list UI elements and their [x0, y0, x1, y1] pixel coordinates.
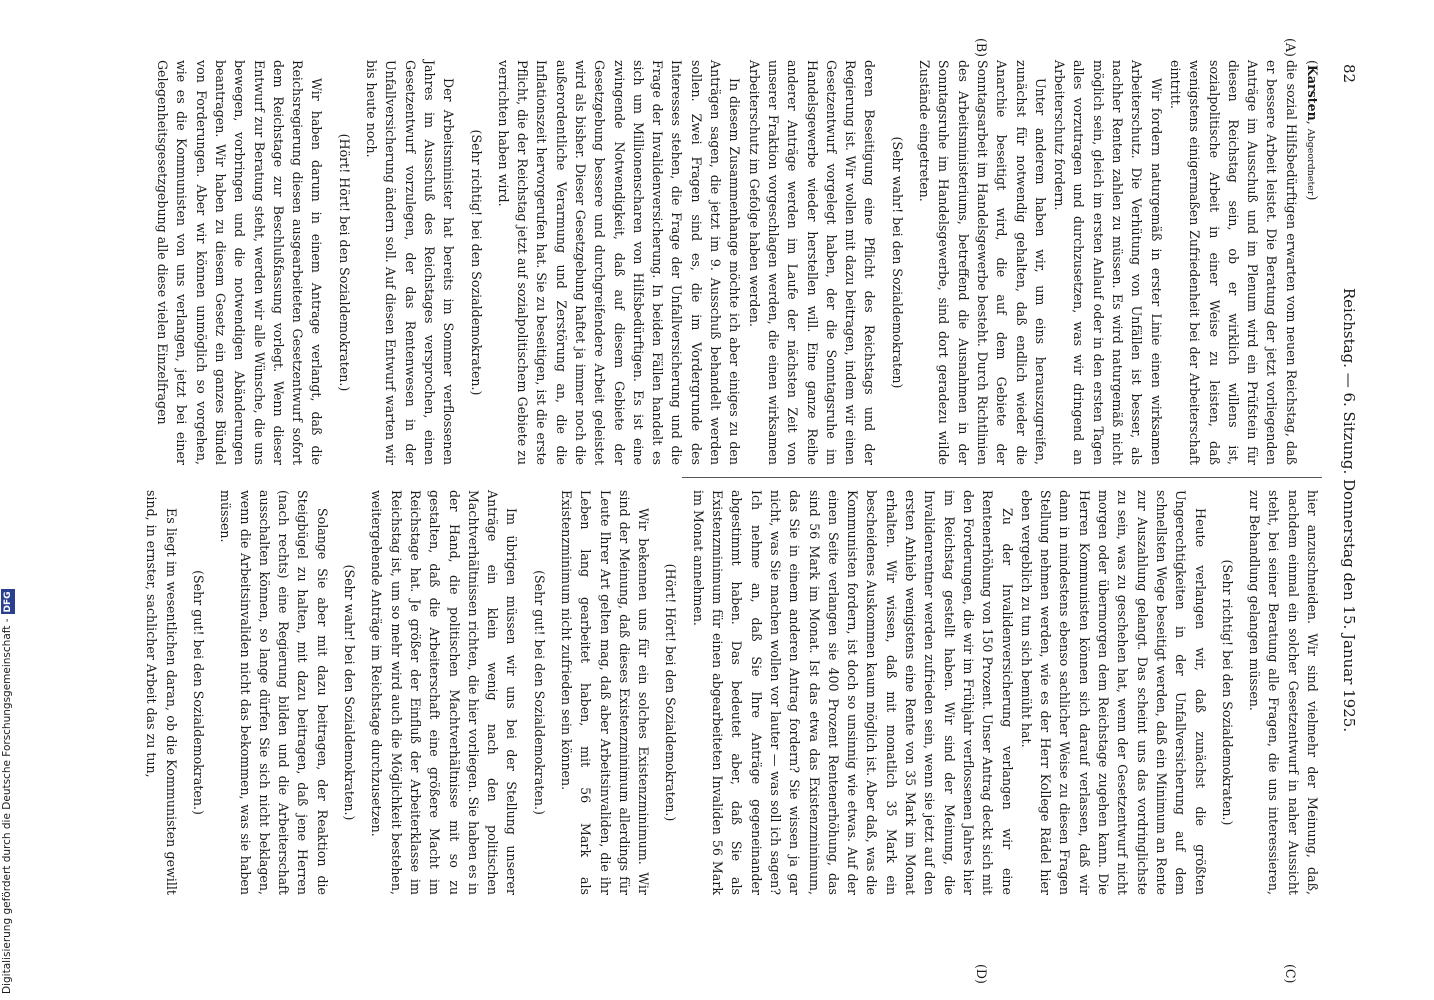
paragraph: Wir bekennen uns für ein solches Existenzminimum. Wir sind der Meinung, daß dieses Existenzminimum allerdings für Leute Ihrer Art gelten mag, daß aber Arbeitsinvaliden, die ihr Leben lang gearbeitet haben, mit 56 Mark als Existenzminimum nicht zufrieden sein können. [559, 490, 652, 895]
right-column [142, 490, 1322, 895]
footer-text: Digitalisierung gefördert durch die Deutsche Forschungsgemeinschaft - [1, 618, 13, 994]
margin-letter-a: (A) [1283, 38, 1298, 57]
interjection: (Sehr gut! bei den Sozialdemokraten.) [531, 570, 547, 815]
paragraph: die sozial Hilfsbedürftigen erwarten vom neuen Reichstag, daß er bessere Arbeit leistet. Die Beratung der jetzt vorliegenden Anträge im Ausschuß und im Plenum wird ein Prüfstein für diesen Reichstag sein, ob er wirklich willens ist, sozialpolitische Arbeit in einer Weise zu leisten, daß wenigstens einigermaßen Zufriedenheit bei der Arbeiterschaft eintritt. [1167, 60, 1299, 465]
digitization-footer [0, 524, 14, 994]
dfg-logo: DFG [3, 591, 13, 613]
paragraph: Unter anderem haben wir, um eins herauszugreifen, zunächst für notwendig gehalten, daß endlich wieder die Anarchie beseitigt wird, die auf dem Gebiete der Sonntagsarbeit im Handelsgewerbe besteht. Durch Richtlinien des Arbeitsministeriums, betreffend die Ausnahmen in der Sonntagsruhe im Handelsgewerbe, sind dort geradezu wilde Zustände eingetreten. [917, 60, 1048, 465]
margin-letter-c: (C) [1283, 964, 1298, 984]
column-divider [682, 477, 1322, 478]
interjection: (Sehr wahr! bei den Sozialdemokraten.) [342, 564, 358, 821]
interjection: (Sehr gut! bei den Sozialdemokraten.) [190, 570, 206, 815]
paragraph: deren Beseitigung eine Pflicht des Reichstags und der Regierung ist. Wir wollen mit dazu beitragen, indem wir einen Gesetzentwurf vorgelegt haben, der die Sonntagsruhe im Handelsgewerbe wieder herstellen will. Eine ganze Reihe anderer Anträge werden im Laufe der nächsten Zeit von unserer Fraktion vorgeschlagen werden, die einen wirksamen Arbeiterschutz im Gefolge haben werden. [746, 60, 878, 465]
document-page [116, 38, 1366, 984]
interjection: (Sehr richtig! bei den Sozialdemokraten.) [468, 129, 484, 396]
page-header [1332, 60, 1366, 960]
paragraph: Wir haben darum in einem Antrage verlangt, daß die Reichsregierung diesen ausgearbeiteten Gesetzentwurf sofort dem Reichstage zur Beschlußfassung vorlegt. Wenn dieser Entwurf zur Beratung steht, werden wir alle Wünsche, die uns bewegen, vorbringen und die notwendigen Abänderungen beantragen. Wir haben zu diesem Gesetz ein ganzes Bündel von Forderungen. Aber wir können unmöglich so vorgehen, wie es die Kommunisten von uns verlangen, jetzt bei einer Gelegenheitsgesetzgebung alle diese vielen Einzelfragen [155, 60, 325, 465]
speaker-role: Abgeordneter [1305, 128, 1316, 196]
speaker-name: Karsten [1305, 64, 1320, 121]
interjection: (Sehr wahr! bei den Sozialdemokraten) [889, 136, 905, 389]
paragraph: Im übrigen müssen wir uns bei der Stellung unserer Anträge ein klein wenig nach den politischen Machtverhältnissen richten, die hier vorliegen. Sie haben es in der Hand, die politischen Machtverhältnisse mit so zu gestalten, daß die Arbeiterschaft eine größere Macht im Reichstage hat. Je größer der Einfluß der Arbeiterklasse im Reichstag ist, um so mehr wird auch die Möglichkeit bestehen, weitergehende Anträge im Reichstage durchzusetzen. [369, 490, 520, 895]
interjection: (Sehr richtig! bei den Sozialdemokraten.) [1219, 559, 1235, 826]
interjection: (Hört! Hört! bei den Sozialdemokraten.) [336, 133, 352, 392]
paragraph: Der Arbeitsminister hat bereits im Sommer verflossenen Jahres im Ausschuß des Reichstages versprochen, einen Gesetzentwurf vorzulegen, der das Rentenwesen in der Unfallversicherung ändern soll. Auf diesen Entwurf warten wir bis heute noch. [364, 60, 457, 465]
margin-letter-d: (D) [974, 964, 989, 984]
paragraph: Heute verlangen wir, daß zunächst die größten Ungerechtigkeiten in der Unfallversicherung auf dem schnellsten Wege beseitigt werden, daß ein Minimum an Rente zur Auszahlung gelangt. Das scheint uns das vordringlichste zu sein, was zu geschehen hat, wenn der Gesetzentwurf nicht morgen oder übermorgen dem Reichstage zugehen kann. Die Herren Kommunisten können sich darauf verlassen, daß wir dann in mindestens ebenso sachlicher Weise zu diesen Fragen Stellung nehmen werden, wie es der Herr Kollege Rädel hier eben vergeblich zu tun sich bemüht hat. [1018, 490, 1208, 895]
paragraph: Wir fordern naturgemäß in erster Linie einen wirksamen Arbeiterschutz. Die Verhütung von Unfällen ist besser, als nachher Renten zahlen zu müssen. Es wird naturgemäß nicht möglich sein, gleich im ersten Anlauf oder in den ersten Tagen alles vorzutragen und durchzusetzen, was wir dringend an Arbeiterschutz fordern. [1052, 60, 1164, 465]
page-title: Reichstag. — 6. Sitzung. Donnerstag den 15. Januar 1925. [1340, 287, 1358, 733]
paragraph: Es liegt im wesentlichen daran, ob die Kommunisten gewillt sind, in ernster, sachlicher Arbeit das zu tun, [144, 490, 179, 895]
page-number: 82 [1340, 64, 1358, 84]
paragraph: Zu der Invalidenversicherung verlangen wir eine Rentenerhöhung von 150 Prozent. Unser Antrag deckt sich mit den Forderungen, die wir im Frühjahr verflossenen Jahres hier im Reichstag gestellt haben. Wir sind der Meinung, die Invalidenrentner werden zufrieden sein, wenn sie jetzt auf den ersten Anhieb wenigstens eine Rente von 35 Mark im Monat erhalten. Wir wissen, daß mit monatlich 35 Mark ein bescheidenes Auskommen kaum möglich ist. Aber daß, was die Kommunisten fordern, ist doch so unsinnig wie etwas. Auf der einen Seite verlangen sie 400 Prozent Rentenerhöhung, das sind 56 Mark im Monat. Ist das etwa das Existenzminimum, das Sie in einem anderen Antrag fordern? Sie wissen ja gar nicht, was Sie machen wollen vor lauter — was soll ich sagen? Ich nehme an, daß Sie Ihre Anträge gegeneinander abgestimmt haben. Das bedeutet aber, daß Sie als Existenzminimum für einen abgearbeiteten Invaliden 56 Mark im Monat annehmen. [690, 490, 1015, 895]
paragraph: (Karsten, Abgeordneter) [1305, 60, 1320, 201]
left-column [153, 60, 1322, 465]
paragraph: hier anzuschneiden. Wir sind vielmehr der Meinung, daß, nachdem einmal ein solcher Gesetzentwurf in naher Aussicht steht, bei seiner Beratung alle Fragen, die uns interessieren, zur Behandlung gelangen müssen. [1247, 490, 1320, 895]
interjection: (Hört! Hört! bei den Sozialdemokraten.) [663, 563, 679, 822]
paragraph: Solange Sie aber mit dazu beitragen, der Reaktion die Steigbügel zu halten, mit dazu beitragen, daß jene Herren (nach rechts) eine Regierung bilden und die Arbeiterschaft ausschalten können, so lange dürfen Sie sich nicht beklagen, wenn die Arbeitsinvaliden nicht das bekommen, was sie haben müssen. [218, 490, 330, 895]
margin-letter-b: (B) [974, 38, 989, 58]
paragraph: In diesem Zusammenhange möchte ich aber einiges zu den Anträgen sagen, die jetzt im 9. Ausschuß behandelt werden sollen. Zwei Fragen sind es, die im Vordergrunde des Interesses stehen, die Frage der Unfallversicherung und die Frage der Invalidenversicherung. In beiden Fällen handelt es sich um Millionenscharen von Hilfsbedürftigen. Es ist eine zwingende Notwendigkeit, daß auf diesem Gebiete der Gesetzgebung bessere und durchgreifendere Arbeit geleistet wird als bisher. Dieser Gesetzgebung haftet ja immer noch die außerordentliche Verarmung und Zerstörung an, die die Inflationszeit hervorgerufen hat. Sie zu beseitigen, ist die erste Pflicht, die der Reichstag jetzt auf sozialpolitischem Gebiete zu verrichten haben wird. [495, 60, 743, 465]
